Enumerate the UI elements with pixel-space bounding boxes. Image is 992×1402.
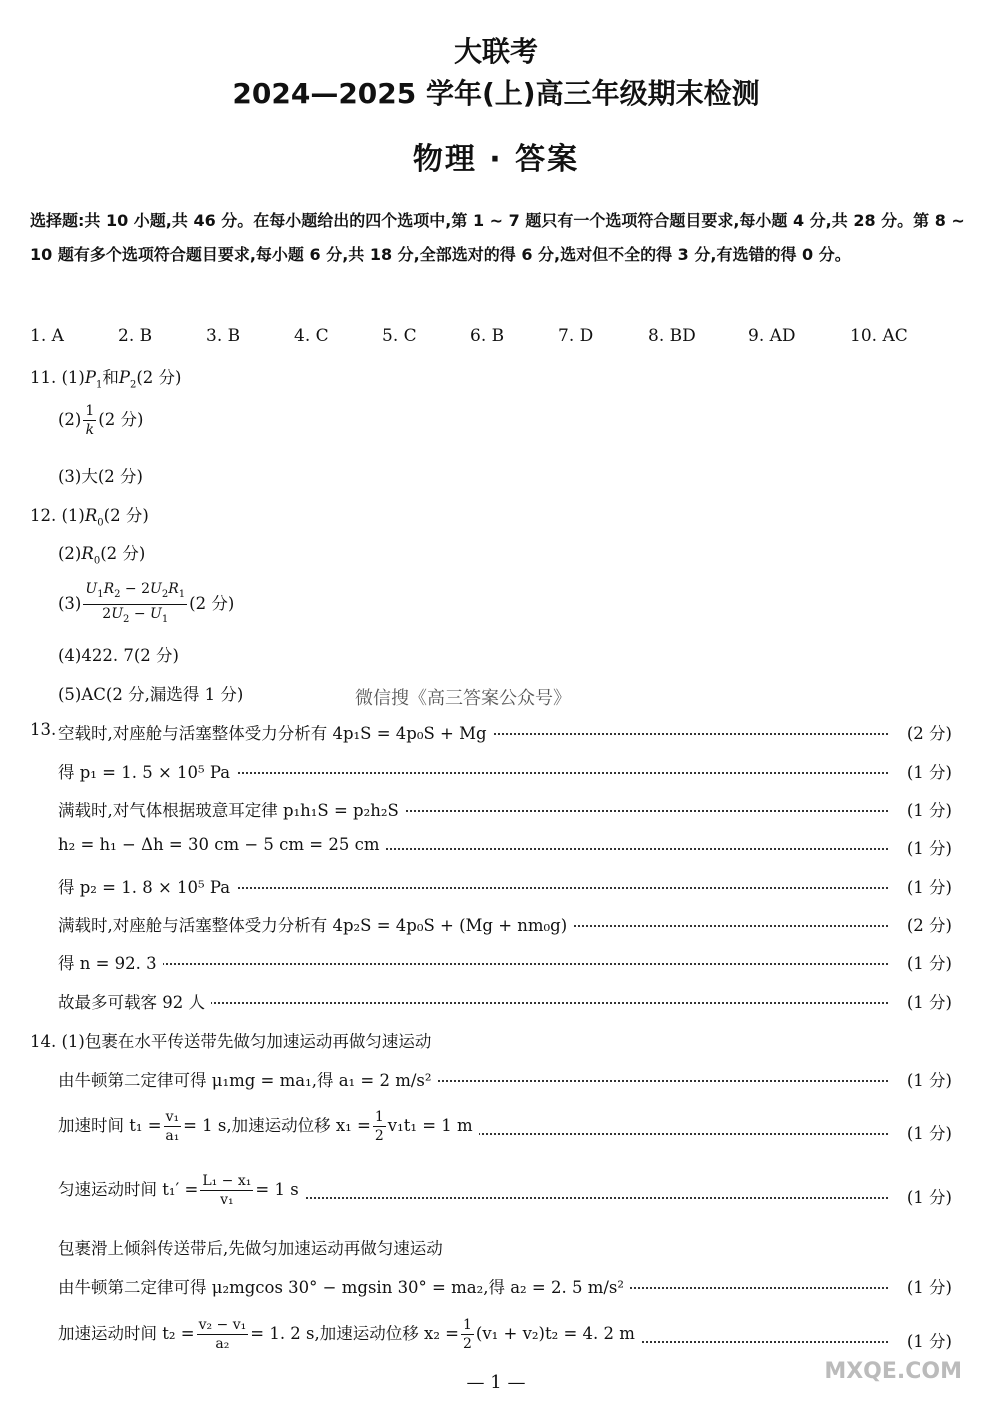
q14-row-points: (1 分) [901, 1328, 952, 1352]
eq-part: = 1 s [255, 1180, 299, 1199]
q13-row [58, 759, 952, 783]
q14-row-text: 由牛顿第二定律可得 μ₁mg = ma₁,得 a₁ = 2 m/s² [58, 1067, 438, 1091]
q13-row-text: 空载时,对座舱与活塞整体受力分析有 4p₁S = 4p₀S + Mg [58, 720, 493, 744]
q11-part2 [58, 402, 143, 439]
q11-p2-points: (2 分) [98, 410, 144, 429]
frac-denominator: 2 [374, 1128, 384, 1144]
q14-row-points: (1 分) [901, 1120, 952, 1144]
q13-row-text: 得 p₁ = 1. 5 × 10⁵ Pa [58, 759, 236, 783]
q11-p1-prefix: 11. (1) [30, 368, 85, 387]
mc-answer: 4. C [294, 326, 329, 346]
exam-brand: 大联考 [453, 35, 538, 68]
q14-row-text [58, 1316, 641, 1353]
mc-answer: 10. AC [850, 326, 908, 346]
q14-row-points: (1 分) [901, 1184, 952, 1208]
q11-fraction [83, 402, 96, 439]
fraction [200, 1172, 253, 1209]
eq-part: = 1. 2 s,加速运动位移 x₂ = [250, 1324, 459, 1343]
mc-answer: 2. B [118, 326, 153, 346]
q14-row [58, 1109, 952, 1144]
fraction [197, 1316, 249, 1353]
q12-part4: (4)422. 7(2 分) [58, 646, 179, 665]
q12-p2-points: (2 分) [100, 544, 146, 563]
q12-part3 [58, 580, 234, 629]
q13-row-points: (1 分) [901, 759, 952, 783]
q13-row-points: (1 分) [901, 950, 952, 974]
q14-incline-text: 包裹滑上倾斜传送带后,先做匀加速运动再做匀速运动 [58, 1239, 443, 1258]
q13-row-text: 故最多可载客 92 人 [58, 989, 211, 1013]
q14-row-text: 由牛顿第二定律可得 μ₂mgcos 30° − mgsin 30° = ma₂,得 a₂ = 2. 5 m/s² [58, 1274, 630, 1298]
q14-heading: 14. (1)包裹在水平传送带先做匀加速运动再做匀速运动 [30, 1032, 432, 1051]
q13-row-text: 满载时,对气体根据玻意耳定律 p₁h₁S = p₂h₂S [58, 797, 405, 821]
frac-numerator: 1 [85, 403, 95, 419]
frac-denominator: 2 [463, 1336, 472, 1352]
frac-numerator: 1 [374, 1109, 384, 1125]
page-number: — 1 — [466, 1372, 526, 1393]
q12-fraction: $\frac{U_1R_2 - 2U_2R_1}{2U_2 - U_1}$ [85, 581, 186, 625]
q13-row [58, 874, 952, 898]
q11-part3: (3)大(2 分) [58, 467, 143, 486]
q11-part1: 11. $(1)P_1$和$P_2(2$ 分) [30, 368, 182, 391]
q12-p2-prefix: (2) [58, 544, 82, 563]
mc-answer: 6. B [470, 326, 505, 346]
corner-watermark: MXQE.COM [824, 1359, 962, 1384]
frac-denominator: a₁ [165, 1128, 180, 1144]
q12-part5: (5)AC(2 分,漏选得 1 分) [58, 685, 244, 704]
fraction [461, 1316, 474, 1353]
q13-row [58, 797, 952, 821]
watermark-text: 微信搜《高三答案公众号》 [355, 688, 571, 709]
q11-var-p: P [84, 368, 96, 387]
subject-title: 物理 · 答案 [412, 142, 580, 177]
q13-row [58, 989, 952, 1013]
q13-row-points: (1 分) [901, 874, 952, 898]
q14-row [58, 1067, 952, 1091]
q14-row-points: (1 分) [901, 1067, 952, 1091]
frac-numerator: 1 [463, 1317, 472, 1333]
q12-part1: 12. $(1)R_0(2$ 分) [30, 506, 149, 529]
eq-part: v₁t₁ = 1 m [387, 1116, 473, 1135]
q12-p3-prefix: (3) [58, 593, 82, 613]
q13-row-text: 得 n = 92. 3 [58, 950, 163, 974]
eq-part: 匀速运动时间 t₁′ = [58, 1180, 199, 1199]
mc-answer: 9. AD [748, 326, 796, 346]
fraction [164, 1108, 182, 1145]
q14-row [58, 1274, 952, 1298]
q13-row-points: (1 分) [901, 797, 952, 821]
q13-row [58, 720, 952, 744]
mc-answer: 7. D [558, 326, 594, 346]
q11-p2-prefix: (2) [58, 410, 82, 429]
q14-row [58, 1173, 952, 1208]
eq-part: = 1 s,加速运动位移 x₁ = [183, 1116, 371, 1135]
q12-p1-prefix: 12. (1) [30, 506, 85, 525]
frac-numerator: L₁ − x₁ [202, 1173, 252, 1189]
q14-row [58, 1317, 952, 1352]
q12-p3-points: (2 分) [189, 593, 235, 613]
q11-p1-points: (2 分) [136, 368, 182, 387]
q13-row [58, 950, 952, 974]
q14-row-points: (1 分) [901, 1274, 952, 1298]
frac-numerator: v₁ [165, 1109, 180, 1125]
mc-instructions: 选择题:共 10 小题,共 46 分。在每小题给出的四个选项中,第 1 ~ 7 题只有一个选项符合题目要求,每小题 4 分,共 28 分。第 8 ~ 10 题有多个选项符合题目要求,每小题 6 分,共 18 分,全部选对的得 6 分,选对但不全的得 3 分,有选错的得 0 分。 [30, 211, 965, 264]
q13-row-points: (2 分) [901, 912, 952, 936]
mc-answer: 1. A [30, 326, 64, 346]
q13-row-points: (1 分) [901, 835, 952, 859]
eq-part: 加速运动时间 t₂ = [58, 1324, 195, 1343]
frac-denominator: a₂ [215, 1336, 230, 1352]
exam-title: 2024—2025 学年(上)高三年级期末检测 [232, 77, 760, 110]
q13-row-points: (1 分) [901, 989, 952, 1013]
q13-row-text: 满载时,对座舱与活塞整体受力分析有 4p₂S = 4p₀S + (Mg + nm₀g) [58, 912, 573, 936]
q14-row-text [58, 1172, 305, 1209]
q13-row-text: 得 p₂ = 1. 8 × 10⁵ Pa [58, 874, 236, 898]
q11-and: 和 [102, 368, 119, 387]
q13-row [58, 912, 952, 936]
q12-part2: $(2)R_0(2$ 分) [58, 544, 146, 567]
q13-number: 13. [30, 720, 57, 739]
fraction [373, 1108, 386, 1145]
mc-answer: 5. C [382, 326, 417, 346]
q14-row-text [58, 1108, 479, 1145]
frac-denominator: v₁ [220, 1192, 234, 1208]
frac-denominator: k [85, 422, 95, 438]
eq-part: 加速时间 t₁ = [58, 1116, 162, 1135]
mc-answer: 3. B [206, 326, 241, 346]
q13-row-points: (2 分) [901, 720, 952, 744]
q13-row-text: h₂ = h₁ − Δh = 30 cm − 5 cm = 25 cm [58, 835, 385, 854]
eq-part: (v₁ + v₂)t₂ = 4. 2 m [475, 1324, 635, 1343]
mc-answer: 8. BD [648, 326, 696, 346]
q11-var-p: P [118, 368, 130, 387]
q13-row [58, 835, 952, 859]
frac-numerator: v₂ − v₁ [198, 1317, 247, 1333]
q12-p1-points: (2 分) [103, 506, 149, 525]
